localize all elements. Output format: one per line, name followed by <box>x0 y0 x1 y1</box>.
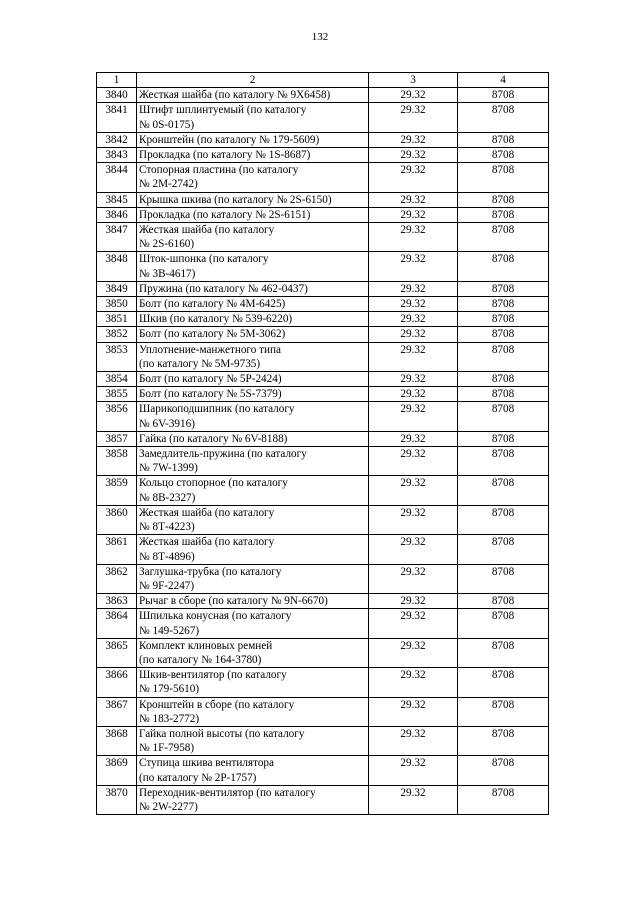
item-name <box>137 668 369 697</box>
table-row <box>97 297 549 312</box>
item-name-line: Шарикоподшипник (по каталогу <box>139 403 295 416</box>
tnved-code: 8708 <box>458 148 549 163</box>
table-row <box>97 535 549 564</box>
row-number: 3867 <box>97 697 137 726</box>
item-name-line: № 6V-3916) <box>139 417 195 430</box>
tnved-code: 8708 <box>458 668 549 697</box>
item-name-line: № 183-2772) <box>139 712 200 725</box>
column-header-4: 4 <box>458 73 549 88</box>
tnved-code: 8708 <box>458 402 549 431</box>
column-header-2: 2 <box>137 73 369 88</box>
row-number: 3853 <box>97 342 137 371</box>
table-header-row <box>97 73 549 88</box>
okved-code: 29.32 <box>369 447 458 476</box>
okved-code: 29.32 <box>369 281 458 296</box>
row-number: 3866 <box>97 668 137 697</box>
item-name-line: Крышка шкива (по каталогу № 2S-6150) <box>139 193 332 206</box>
item-name-line: Комплект клиновых ремней <box>139 639 273 652</box>
item-name-line: Шкив-вентилятор (по каталогу <box>139 669 287 682</box>
item-name-line: № 8Т-4223) <box>139 521 195 534</box>
okved-code: 29.32 <box>369 88 458 103</box>
row-number: 3857 <box>97 431 137 446</box>
tnved-code: 8708 <box>458 297 549 312</box>
item-name-line: Жесткая шайба (по каталогу <box>139 536 275 549</box>
column-header-3: 3 <box>369 73 458 88</box>
okved-code: 29.32 <box>369 431 458 446</box>
tnved-code: 8708 <box>458 594 549 609</box>
item-name-line: (по каталогу № 164-3780) <box>139 653 262 666</box>
table-row <box>97 342 549 371</box>
okved-code: 29.32 <box>369 132 458 147</box>
item-name <box>137 342 369 371</box>
item-name-line: Жесткая шайба (по каталогу № 9Х6458) <box>139 89 331 102</box>
okved-code: 29.32 <box>369 192 458 207</box>
row-number: 3854 <box>97 372 137 387</box>
tnved-code: 8708 <box>458 697 549 726</box>
item-name <box>137 327 369 342</box>
table-row <box>97 564 549 593</box>
row-number: 3858 <box>97 447 137 476</box>
row-number: 3870 <box>97 785 137 814</box>
okved-code: 29.32 <box>369 163 458 192</box>
item-name-line: № 0S-0175) <box>139 118 195 131</box>
table-row <box>97 476 549 505</box>
okved-code: 29.32 <box>369 476 458 505</box>
table-row <box>97 447 549 476</box>
table-row <box>97 638 549 667</box>
row-number: 3842 <box>97 132 137 147</box>
item-name-line: Прокладка (по каталогу № 2S-6151) <box>139 208 311 221</box>
row-number: 3860 <box>97 505 137 534</box>
table-row <box>97 609 549 638</box>
table-row <box>97 312 549 327</box>
table-row <box>97 505 549 534</box>
item-name <box>137 726 369 755</box>
item-name-line: Гайка (по каталогу № 6V-8188) <box>139 432 288 445</box>
item-name-line: (по каталогу № 2Р-1757) <box>139 771 257 784</box>
item-name-line: Уплотнение-манжетного типа <box>139 343 281 356</box>
item-name <box>137 505 369 534</box>
item-name-line: Стопорная пластина (по каталогу <box>139 164 299 177</box>
table-row <box>97 726 549 755</box>
item-name <box>137 148 369 163</box>
item-name-line: Болт (по каталогу № 4М-6425) <box>139 298 286 311</box>
tnved-code: 8708 <box>458 431 549 446</box>
item-name <box>137 223 369 252</box>
item-name <box>137 103 369 132</box>
tnved-code: 8708 <box>458 785 549 814</box>
tnved-code: 8708 <box>458 103 549 132</box>
tnved-code: 8708 <box>458 281 549 296</box>
item-name-line: Кронштейн (по каталогу № 179-5609) <box>139 133 320 146</box>
okved-code: 29.32 <box>369 668 458 697</box>
tnved-code: 8708 <box>458 476 549 505</box>
column-header-1: 1 <box>97 73 137 88</box>
okved-code: 29.32 <box>369 609 458 638</box>
okved-code: 29.32 <box>369 207 458 222</box>
table-row <box>97 327 549 342</box>
item-name-line: Жесткая шайба (по каталогу <box>139 506 275 519</box>
item-name <box>137 132 369 147</box>
item-name-line: № 1F-7958) <box>139 742 195 755</box>
item-name-line: № 149-5267) <box>139 624 200 637</box>
item-name <box>137 535 369 564</box>
row-number: 3846 <box>97 207 137 222</box>
item-name <box>137 447 369 476</box>
okved-code: 29.32 <box>369 564 458 593</box>
okved-code: 29.32 <box>369 785 458 814</box>
item-name-line: № 8Т-4896) <box>139 550 195 563</box>
table-body <box>97 88 549 815</box>
table-row <box>97 207 549 222</box>
tnved-code: 8708 <box>458 88 549 103</box>
row-number: 3841 <box>97 103 137 132</box>
tnved-code: 8708 <box>458 505 549 534</box>
table-row <box>97 431 549 446</box>
item-name <box>137 372 369 387</box>
item-name <box>137 297 369 312</box>
item-name <box>137 281 369 296</box>
okved-code: 29.32 <box>369 103 458 132</box>
item-name-line: № 2W-2277) <box>139 800 198 813</box>
item-name <box>137 431 369 446</box>
tnved-code: 8708 <box>458 387 549 402</box>
table-row <box>97 132 549 147</box>
row-number: 3855 <box>97 387 137 402</box>
item-name <box>137 402 369 431</box>
item-name-line: № 9F-2247) <box>139 579 195 592</box>
table-row <box>97 252 549 281</box>
item-name-line: Шпилька конусная (по каталогу <box>139 610 292 623</box>
item-name-line: Шток-шпонка (по каталогу <box>139 253 269 266</box>
item-name <box>137 88 369 103</box>
table-row <box>97 88 549 103</box>
item-name <box>137 192 369 207</box>
row-number: 3863 <box>97 594 137 609</box>
tnved-code: 8708 <box>458 638 549 667</box>
okved-code: 29.32 <box>369 697 458 726</box>
tnved-code: 8708 <box>458 223 549 252</box>
okved-code: 29.32 <box>369 638 458 667</box>
page-number: 132 <box>311 31 329 43</box>
row-number: 3844 <box>97 163 137 192</box>
item-name-line: № 2М-2742) <box>139 178 198 191</box>
okved-code: 29.32 <box>369 535 458 564</box>
tnved-code: 8708 <box>458 756 549 785</box>
okved-code: 29.32 <box>369 726 458 755</box>
table-row <box>97 148 549 163</box>
item-name-line: Пружина (по каталогу № 462-0437) <box>139 282 308 295</box>
row-number: 3850 <box>97 297 137 312</box>
item-name <box>137 387 369 402</box>
row-number: 3862 <box>97 564 137 593</box>
item-name-line: Болт (по каталогу № 5S-7379) <box>139 388 282 401</box>
tnved-code: 8708 <box>458 609 549 638</box>
item-name-line: Прокладка (по каталогу № 1S-8687) <box>139 149 311 162</box>
okved-code: 29.32 <box>369 372 458 387</box>
table-row <box>97 163 549 192</box>
item-name-line: (по каталогу № 5М-9735) <box>139 357 261 370</box>
tnved-code: 8708 <box>458 163 549 192</box>
tnved-code: 8708 <box>458 207 549 222</box>
catalog-table <box>96 72 549 815</box>
item-name-line: № 3В-4617) <box>139 267 196 280</box>
okved-code: 29.32 <box>369 342 458 371</box>
okved-code: 29.32 <box>369 594 458 609</box>
item-name <box>137 609 369 638</box>
row-number: 3864 <box>97 609 137 638</box>
okved-code: 29.32 <box>369 756 458 785</box>
item-name-line: Штифт шплинтуемый (по каталогу <box>139 104 307 117</box>
row-number: 3861 <box>97 535 137 564</box>
okved-code: 29.32 <box>369 505 458 534</box>
tnved-code: 8708 <box>458 312 549 327</box>
row-number: 3859 <box>97 476 137 505</box>
item-name <box>137 476 369 505</box>
item-name-line: Болт (по каталогу № 5Р-2424) <box>139 373 282 386</box>
table-row <box>97 697 549 726</box>
item-name <box>137 564 369 593</box>
row-number: 3848 <box>97 252 137 281</box>
table-row <box>97 785 549 814</box>
item-name-line: Кронштейн в сборе (по каталогу <box>139 698 295 711</box>
item-name-line: № 2S-6160) <box>139 238 195 251</box>
tnved-code: 8708 <box>458 327 549 342</box>
tnved-code: 8708 <box>458 447 549 476</box>
item-name-line: Жесткая шайба (по каталогу <box>139 224 275 237</box>
item-name <box>137 312 369 327</box>
table-row <box>97 372 549 387</box>
okved-code: 29.32 <box>369 327 458 342</box>
item-name-line: Замедлитель-пружина (по каталогу <box>139 448 307 461</box>
okved-code: 29.32 <box>369 312 458 327</box>
okved-code: 29.32 <box>369 252 458 281</box>
row-number: 3849 <box>97 281 137 296</box>
table-row <box>97 281 549 296</box>
okved-code: 29.32 <box>369 387 458 402</box>
tnved-code: 8708 <box>458 564 549 593</box>
item-name <box>137 756 369 785</box>
tnved-code: 8708 <box>458 192 549 207</box>
item-name <box>137 252 369 281</box>
table-row <box>97 756 549 785</box>
item-name-line: Гайка полной высоты (по каталогу <box>139 727 305 740</box>
item-name <box>137 594 369 609</box>
item-name-line: № 8В-2327) <box>139 491 196 504</box>
table-row <box>97 402 549 431</box>
okved-code: 29.32 <box>369 297 458 312</box>
table-row <box>97 668 549 697</box>
item-name-line: № 7W-1399) <box>139 462 198 475</box>
tnved-code: 8708 <box>458 372 549 387</box>
tnved-code: 8708 <box>458 252 549 281</box>
item-name <box>137 163 369 192</box>
row-number: 3865 <box>97 638 137 667</box>
item-name <box>137 785 369 814</box>
table-row <box>97 192 549 207</box>
item-name-line: Заглушка-трубка (по каталогу <box>139 565 282 578</box>
item-name-line: Болт (по каталогу № 5М-3062) <box>139 328 286 341</box>
item-name <box>137 207 369 222</box>
row-number: 3852 <box>97 327 137 342</box>
item-name-line: Ступица шкива вентилятора <box>139 757 274 770</box>
table-row <box>97 594 549 609</box>
okved-code: 29.32 <box>369 223 458 252</box>
row-number: 3869 <box>97 756 137 785</box>
item-name <box>137 697 369 726</box>
tnved-code: 8708 <box>458 342 549 371</box>
okved-code: 29.32 <box>369 402 458 431</box>
table-row <box>97 387 549 402</box>
okved-code: 29.32 <box>369 148 458 163</box>
table-row <box>97 223 549 252</box>
row-number: 3843 <box>97 148 137 163</box>
row-number: 3840 <box>97 88 137 103</box>
item-name-line: № 179-5610) <box>139 683 200 696</box>
row-number: 3851 <box>97 312 137 327</box>
row-number: 3856 <box>97 402 137 431</box>
item-name-line: Рычаг в сборе (по каталогу № 9N-6670) <box>139 595 328 608</box>
row-number: 3845 <box>97 192 137 207</box>
item-name-line: Кольцо стопорное (по каталогу <box>139 477 288 490</box>
row-number: 3847 <box>97 223 137 252</box>
item-name <box>137 638 369 667</box>
item-name-line: Переходник-вентилятор (по каталогу <box>139 786 316 799</box>
item-name-line: Шкив (по каталогу № 539-6220) <box>139 313 293 326</box>
row-number: 3868 <box>97 726 137 755</box>
tnved-code: 8708 <box>458 132 549 147</box>
tnved-code: 8708 <box>458 726 549 755</box>
table-row <box>97 103 549 132</box>
tnved-code: 8708 <box>458 535 549 564</box>
